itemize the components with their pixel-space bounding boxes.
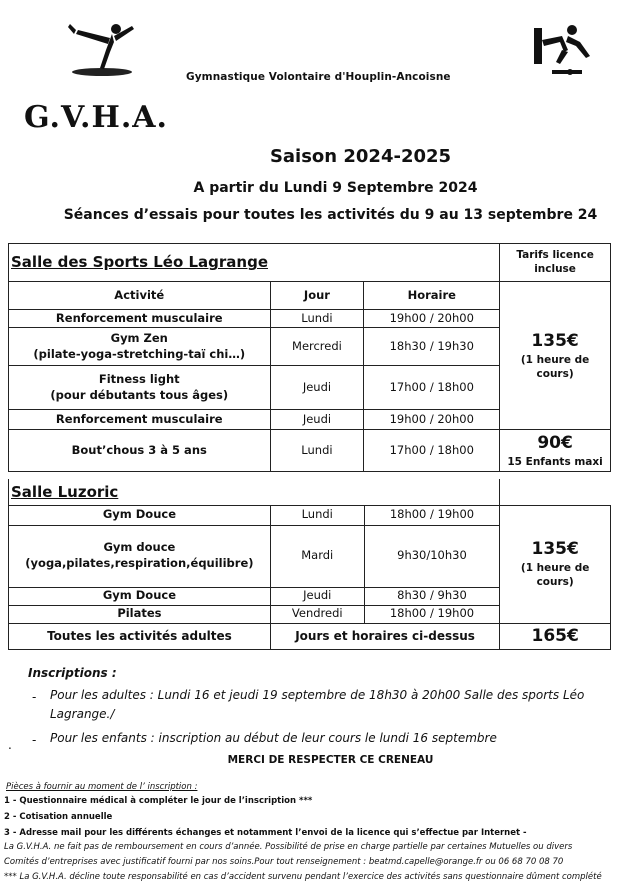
schedule-table-luzoric bbox=[8, 479, 611, 650]
table-row: Gym Douce Lundi 18h00 / 19h00 135€ (1 heure de cours) bbox=[9, 505, 611, 525]
table-row: Gym douce (yoga,pilates,respiration,équilibre) Mardi 9h30/10h30 bbox=[9, 525, 611, 587]
inscription-adults: Pour les adultes : Lundi 16 et jeudi 19 septembre de 18h30 à 20h00 Salle des sports Léo bbox=[50, 688, 585, 702]
venue-luzoric: Salle Luzoric bbox=[9, 479, 500, 505]
venue-lagrange: Salle des Sports Léo Lagrange bbox=[9, 244, 500, 282]
note-responsibility: *** La G.V.H.A. décline toute responsabilité en cas d’accident survenu pendant l’exercice des activités sans questionnaire dûment complété bbox=[4, 872, 602, 882]
table-row: Renforcement musculaire Lundi 19h00 / 20h00 bbox=[9, 310, 611, 328]
inscription-adults-cont: Lagrange./ bbox=[50, 707, 115, 721]
pieces-title: Pièces à fournir au moment de l’ inscription : bbox=[6, 782, 198, 792]
price-cell-adults: 135€ (1 heure de cours) bbox=[500, 282, 611, 430]
association-name: Gymnastique Volontaire d'Houplin-Ancoisne bbox=[186, 71, 451, 83]
start-date: A partir du Lundi 9 Septembre 2024 bbox=[193, 180, 478, 196]
schedule-table-lagrange bbox=[8, 243, 611, 472]
price-cell-luzoric: 135€ (1 heure de cours) bbox=[500, 505, 611, 623]
table-row: Fitness light (pour débutants tous âges) Jeudi 17h00 / 18h00 bbox=[9, 366, 611, 410]
col-time: Horaire bbox=[364, 282, 500, 310]
pieces-item-3: 3 - Adresse mail pour les différents échanges et notamment l’envoi de la licence qui s’effectue par Internet - bbox=[4, 828, 527, 838]
pieces-item-1: 1 - Questionnaire médical à compléter le jour de l’inscription *** bbox=[4, 796, 313, 806]
note-refund: La G.V.H.A. ne fait pas de remboursement en cours d’année. Possibilité de prise en charge partielle par certaines Mutuelles ou divers bbox=[4, 842, 573, 852]
table-row: Gym Douce Jeudi 8h30 / 9h30 bbox=[9, 587, 611, 605]
price-cell-kids: 90€ 15 Enfants maxi bbox=[500, 430, 611, 472]
gymnast-icon bbox=[532, 22, 594, 80]
trial-sessions: Séances d’essais pour toutes les activités du 9 au 13 septembre 24 bbox=[63, 207, 598, 223]
table-row: Gym Zen (pilate-yoga-stretching-taï chi…) Mercredi 18h30 / 19h30 bbox=[9, 328, 611, 366]
bullet-mark: . bbox=[8, 738, 12, 752]
merci-notice: MERCI DE RESPECTER CE CRENEAU bbox=[227, 754, 434, 766]
yoga-pose-icon bbox=[66, 20, 136, 78]
table-row: Pilates Vendredi 18h00 / 19h00 bbox=[9, 605, 611, 623]
season-title: Saison 2024-2025 bbox=[269, 146, 452, 167]
tarif-header: Tarifs licence incluse bbox=[500, 244, 611, 282]
note-contact: Comités d’entreprises avec justificatif fourni par nos soins.Pour tout renseignement : beatmd.capelle@orange.fr ou 06 68 70 08 70 bbox=[4, 857, 564, 867]
table-row: Renforcement musculaire Jeudi 19h00 / 20h00 bbox=[9, 410, 611, 430]
pieces-item-2: 2 - Cotisation annuelle bbox=[4, 812, 113, 822]
col-day: Jour bbox=[270, 282, 364, 310]
acronym-title: G.V.H.A. bbox=[24, 100, 168, 135]
table-row: Bout’chous 3 à 5 ans Lundi 17h00 / 18h00 90€ 15 Enfants maxi bbox=[9, 430, 611, 472]
inscription-kids: Pour les enfants : inscription au début de leur cours le lundi 16 septembre bbox=[50, 731, 497, 745]
col-activity: Activité bbox=[9, 282, 271, 310]
bullet-adults: - bbox=[32, 690, 37, 704]
bullet-kids: - bbox=[32, 733, 37, 747]
inscriptions-title: Inscriptions : bbox=[28, 666, 117, 680]
total-row: Toutes les activités adultes Jours et horaires ci-dessus 165€ bbox=[9, 623, 611, 649]
